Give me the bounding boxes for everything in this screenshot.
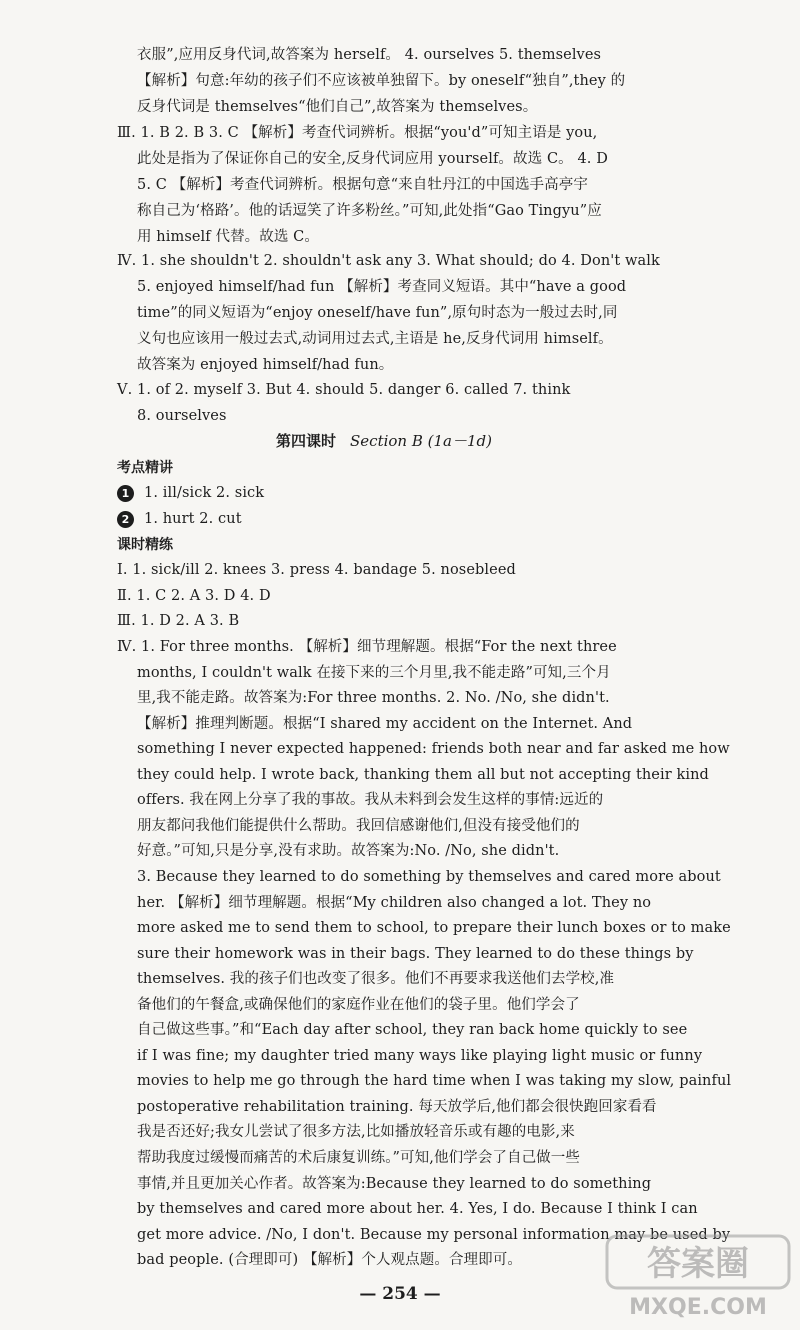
text-line: 好意。”可知,只是分享,没有求助。故答案为:No. /No, she didn't. <box>137 843 560 859</box>
text-line: if I was fine; my daughter tried many ways like playing light music or funny <box>137 1048 703 1064</box>
text-line: 用 himself 代替。故选 C。 <box>137 229 319 245</box>
text-line: 8. ourselves <box>137 408 227 424</box>
number-one-icon: 1 <box>117 485 134 502</box>
text-line: 称自己为‘格路’。他的话逗笑了许多粉丝。”可知,此处指“Gao Tingyu”应 <box>137 203 602 219</box>
watermark-url: MXQE.COM <box>629 1295 767 1320</box>
text-line: Ⅲ. 1. B 2. B 3. C 【解析】考查代词辨析。根据“you'd”可知主语是 you, <box>117 125 598 141</box>
text-line: 自己做这些事。”和“Each day after school, they ran back home quickly to see <box>137 1022 688 1038</box>
text-line: 事情,并且更加关心作者。故答案为:Because they learned to do something <box>137 1176 652 1192</box>
text-line: her. 【解析】细节理解题。根据“My children also changed a lot. They no <box>137 895 652 911</box>
subhead-kaodian: 考点精讲 <box>117 460 173 476</box>
number-two-icon: 2 <box>117 511 134 528</box>
text-line: themselves. 我的孩子们也改变了很多。他们不再要求我送他们去学校,准 <box>137 971 615 987</box>
text-line: bad people. (合理即可) 【解析】个人观点题。合理即可。 <box>137 1252 522 1268</box>
text-line: movies to help me go through the hard time when I was taking my slow, painful <box>137 1073 732 1089</box>
text-line: Ⅱ. 1. C 2. A 3. D 4. D <box>117 588 271 604</box>
text-line: 衣服”,应用反身代词,故答案为 herself。 4. ourselves 5. themselves <box>137 47 602 63</box>
text-line: 反身代词是 themselves“他们自己”,故答案为 themselves。 <box>137 99 538 115</box>
text-line: 【解析】推理判断题。根据“I shared my accident on the Internet. And <box>137 716 633 732</box>
section-title: 第四课时 <box>276 432 337 450</box>
text-line: they could help. I wrote back, thanking them all but not accepting their kind <box>137 767 709 783</box>
text-line: time”的同义短语为“enjoy oneself/have fun”,原句时态为一般过去时,同 <box>137 305 618 321</box>
section-subtitle: Section B (1a－1d) <box>350 432 492 450</box>
subhead-keshi: 课时精练 <box>117 537 173 553</box>
text-line: postoperative rehabilitation training. 每天放学后,他们都会很快跑回家看看 <box>137 1099 657 1115</box>
text-line: by themselves and cared more about her. 4. Yes, I do. Because I think I can <box>137 1201 698 1217</box>
text-line: Ⅰ. 1. sick/ill 2. knees 3. press 4. bandage 5. nosebleed <box>117 562 516 578</box>
text-line: get more advice. /No, I don't. Because my personal information may be used by <box>137 1227 731 1243</box>
text-line: 帮助我度过缓慢而痛苦的术后康复训练。”可知,他们学会了自己做一些 <box>137 1150 580 1166</box>
text-line: more asked me to send them to school, to prepare their lunch boxes or to make <box>137 920 731 936</box>
text-line: 1. hurt 2. cut <box>144 511 242 527</box>
text-line: Ⅲ. 1. D 2. A 3. B <box>117 613 240 629</box>
watermark-text: 答案圈 <box>647 1244 749 1284</box>
text-line: 5. C 【解析】考查代词辨析。根据句意“来自牡丹江的中国选手高亭宇 <box>137 177 588 193</box>
text-line: 5. enjoyed himself/had fun 【解析】考查同义短语。其中“have a good <box>137 279 627 295</box>
text-line: 此处是指为了保证你自己的安全,反身代词应用 yourself。故选 C。 4. D <box>137 151 608 167</box>
text-line: 故答案为 enjoyed himself/had fun。 <box>137 357 394 373</box>
text-line: 里,我不能走路。故答案为:For three months. 2. No. /No, she didn't. <box>137 690 610 706</box>
text-line: sure their homework was in their bags. They learned to do these things by <box>137 946 694 962</box>
text-line: months, I couldn't walk 在接下来的三个月里,我不能走路”可知,三个月 <box>137 665 611 681</box>
text-line: 朋友都问我他们能提供什么帮助。我回信感谢他们,但没有接受他们的 <box>137 818 580 834</box>
text-line: offers. 我在网上分享了我的事故。我从未料到会发生这样的事情:远近的 <box>137 792 604 808</box>
text-line: 义句也应该用一般过去式,动词用过去式,主语是 he,反身代词用 himself。 <box>137 331 613 347</box>
text-line: 【解析】句意:年幼的孩子们不应该被单独留下。by oneself“独自”,they 的 <box>137 73 626 89</box>
text-line: 1. ill/sick 2. sick <box>144 485 265 501</box>
text-line: something I never expected happened: friends both near and far asked me how <box>137 741 730 757</box>
text-line: Ⅳ. 1. For three months. 【解析】细节理解题。根据“For the next three <box>117 639 617 655</box>
text-line: Ⅳ. 1. she shouldn't 2. shouldn't ask any 3. What should; do 4. Don't walk <box>117 253 660 269</box>
page-number: — 254 — <box>359 1284 441 1304</box>
text-line: 我是否还好;我女儿尝试了很多方法,比如播放轻音乐或有趣的电影,来 <box>137 1124 575 1140</box>
text-line: 3. Because they learned to do something by themselves and cared more about <box>137 869 721 885</box>
section-heading <box>276 430 492 452</box>
text-line: Ⅴ. 1. of 2. myself 3. But 4. should 5. danger 6. called 7. think <box>117 382 571 398</box>
watermark-logo <box>603 1232 793 1322</box>
text-line: 备他们的午餐盒,或确保他们的家庭作业在他们的袋子里。他们学会了 <box>137 997 580 1013</box>
